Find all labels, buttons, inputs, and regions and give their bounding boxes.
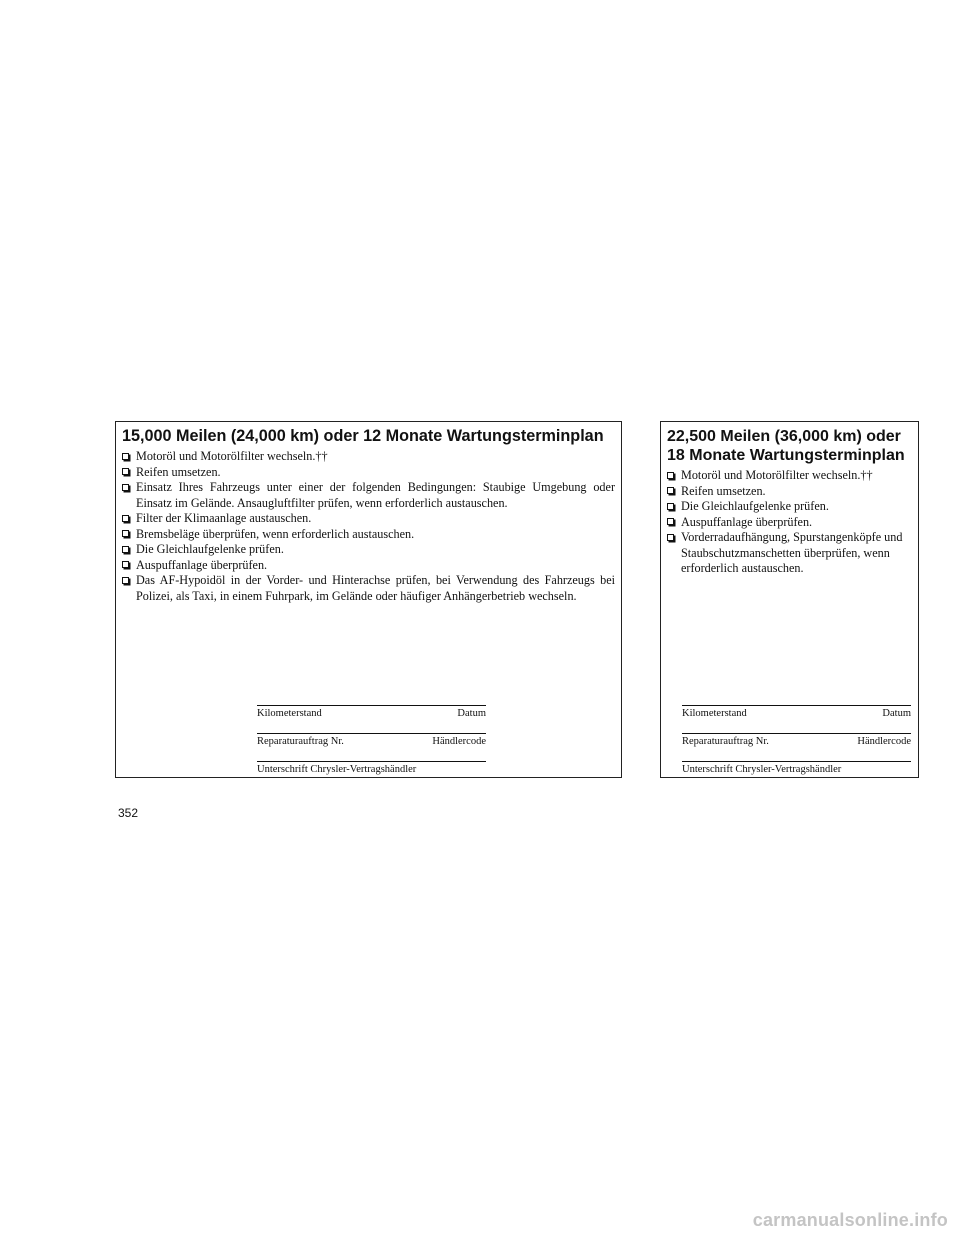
dealer-signature-block [257, 705, 486, 789]
checkbox-icon[interactable] [122, 530, 129, 537]
checklist-item: Das AF-Hypoidöl in der Vorder- und Hinterachse prüfen, bei Verwendung des Fahrzeugs bei Polizei, als Taxi, in einem Fuhrpark, im Gelände oder häufiger Anhängerbetrieb wechseln. [122, 573, 615, 604]
date-label: Datum [882, 708, 911, 719]
repair-order-label: Reparaturauftrag Nr. [682, 736, 769, 747]
checklist-item: Bremsbeläge überprüfen, wenn erforderlich austauschen. [122, 527, 615, 543]
checkbox-icon[interactable] [122, 515, 129, 522]
checklist-item: Filter der Klimaanlage austauschen. [122, 511, 615, 527]
checkbox-icon[interactable] [122, 468, 129, 475]
dealer-signature-block [682, 705, 911, 789]
maintenance-schedule-15000 [115, 421, 622, 778]
checklist-item: Motoröl und Motorölfilter wechseln.†† [122, 449, 615, 465]
service-checklist [667, 468, 912, 577]
checklist-item: Auspuffanlage überprüfen. [667, 515, 912, 531]
checklist-item: Einsatz Ihres Fahrzeugs unter einer der folgenden Bedingungen: Staubige Umgebung oder Einsatz im Gelände. Ansaugluftfilter prüfen, wenn erforderlich austauschen. [122, 480, 615, 511]
dealer-code-label: Händlercode [857, 736, 911, 747]
maintenance-schedule-22500 [660, 421, 919, 778]
service-checklist [122, 449, 615, 604]
repair-order-label: Reparaturauftrag Nr. [257, 736, 344, 747]
schedule-title: 15,000 Meilen (24,000 km) oder 12 Monate Wartungsterminplan [122, 427, 604, 445]
schedule-title: 22,500 Meilen (36,000 km) oder 18 Monate Wartungsterminplan [667, 428, 905, 464]
watermark-text[interactable]: carmanualsonline.info [752, 1210, 948, 1230]
checkbox-icon[interactable] [667, 534, 674, 541]
mileage-label: Kilometerstand [682, 708, 747, 719]
dealer-code-label: Händlercode [432, 736, 486, 747]
checklist-item: Die Gleichlaufgelenke prüfen. [122, 542, 615, 558]
dealer-signature-label: Unterschrift Chrysler-Vertragshändler [257, 764, 417, 775]
checkbox-icon[interactable] [667, 487, 674, 494]
checkbox-icon[interactable] [122, 546, 129, 553]
dealer-signature-label: Unterschrift Chrysler-Vertragshändler [682, 764, 842, 775]
checklist-item: Reifen umsetzen. [667, 484, 912, 500]
page-number: 352 [118, 806, 139, 820]
checklist-item: Die Gleichlaufgelenke prüfen. [667, 499, 912, 515]
checkbox-icon[interactable] [122, 453, 129, 460]
checkbox-icon[interactable] [667, 503, 674, 510]
checklist-item: Motoröl und Motorölfilter wechseln.†† [667, 468, 912, 484]
checklist-item: Auspuffanlage überprüfen. [122, 558, 615, 574]
checkbox-icon[interactable] [667, 472, 674, 479]
checklist-item: Vorderradaufhängung, Spurstangenköpfe und Staubschutzmanschetten überprüfen, wenn erforderlich austauschen. [667, 530, 912, 577]
checkbox-icon[interactable] [122, 561, 129, 568]
mileage-label: Kilometerstand [257, 708, 322, 719]
checklist-item: Reifen umsetzen. [122, 465, 615, 481]
date-label: Datum [457, 708, 486, 719]
checkbox-icon[interactable] [122, 484, 129, 491]
checkbox-icon[interactable] [667, 518, 674, 525]
checkbox-icon[interactable] [122, 577, 129, 584]
